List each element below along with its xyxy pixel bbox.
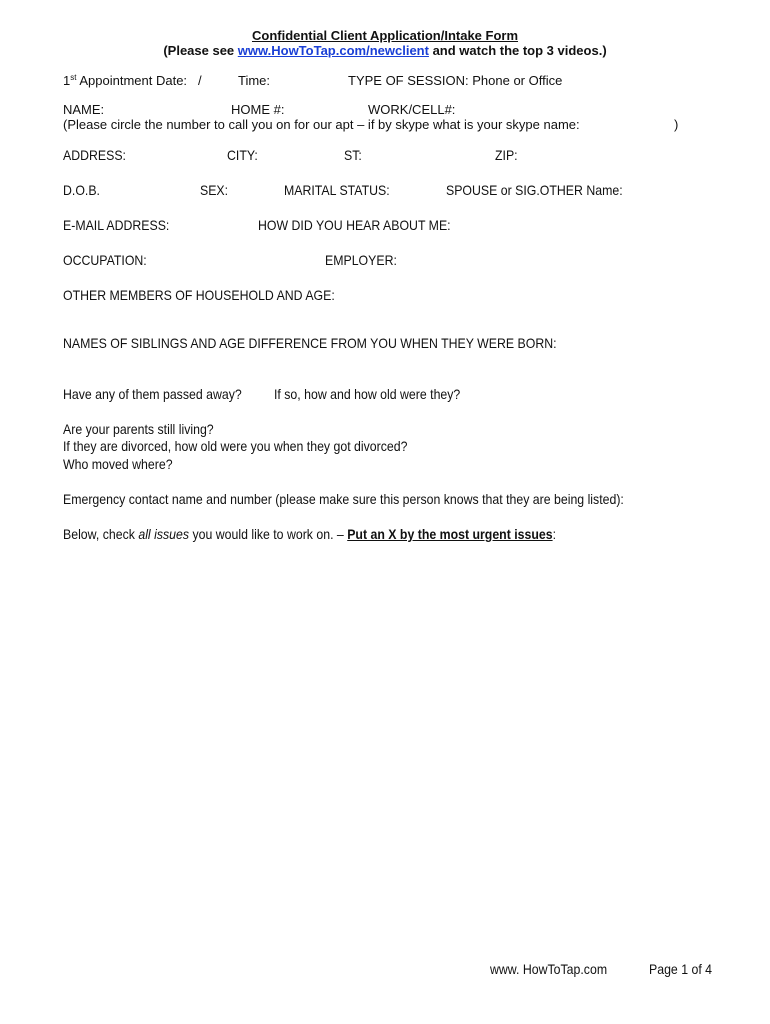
form-subtitle <box>0 43 770 58</box>
parents-divorced-question: If they are divorced, how old were you when they got divorced? <box>63 438 408 454</box>
who-moved-question: Who moved where? <box>63 456 173 472</box>
dob-label: D.O.B. <box>63 182 100 198</box>
sex-label: SEX: <box>200 182 229 198</box>
employer-label: EMPLOYER: <box>325 252 397 268</box>
home-phone-label: HOME #: <box>231 102 285 117</box>
household-label: OTHER MEMBERS OF HOUSEHOLD AND AGE: <box>63 287 335 303</box>
issues-prefix: Below, check <box>63 526 139 542</box>
time-label: Time: <box>238 73 271 88</box>
email-label: E-MAIL ADDRESS: <box>63 217 170 233</box>
parents-living-question: Are your parents still living? <box>63 421 214 437</box>
circle-number-note: (Please circle the number to call you on for our apt – if by skype what is your skype name: <box>63 117 580 132</box>
passed-away-followup: If so, how and how old were they? <box>274 386 461 402</box>
emergency-contact-label: Emergency contact name and number (please make sure this person knows that they are being listed): <box>63 491 624 507</box>
name-label: NAME: <box>63 102 105 117</box>
footer-page-number: Page 1 of 4 <box>649 961 713 977</box>
form-title: Confidential Client Application/Intake Form <box>251 28 519 43</box>
zip-label: ZIP: <box>495 147 518 163</box>
state-label: ST: <box>344 147 362 163</box>
siblings-label: NAMES OF SIBLINGS AND AGE DIFFERENCE FROM YOU WHEN THEY WERE BORN: <box>63 335 557 351</box>
passed-away-question: Have any of them passed away? <box>63 386 242 402</box>
newclient-link[interactable]: www.HowToTap.com/newclient <box>237 43 429 58</box>
session-type-label: TYPE OF SESSION: Phone or Office <box>348 73 563 88</box>
referral-label: HOW DID YOU HEAR ABOUT ME: <box>258 217 451 233</box>
occupation-label: OCCUPATION: <box>63 252 147 268</box>
circle-note-close: ) <box>674 117 679 132</box>
city-label: CITY: <box>227 147 258 163</box>
issues-suffix: : <box>552 526 557 542</box>
marital-status-label: MARITAL STATUS: <box>284 182 390 198</box>
issues-urgent: Put an X by the most urgent issues <box>347 526 553 542</box>
footer-website: www. HowToTap.com <box>490 961 608 977</box>
date-slash: / <box>198 73 202 88</box>
appointment-date-label <box>63 73 187 88</box>
address-label: ADDRESS: <box>63 147 126 163</box>
issues-middle: you would like to work on. – <box>189 526 348 542</box>
issues-italic: all issues <box>138 526 190 542</box>
appointment-date-text: Appointment Date: <box>76 73 188 88</box>
issues-instruction <box>63 526 556 542</box>
appointment-ordinal-number: 1 <box>63 73 71 88</box>
spouse-label: SPOUSE or SIG.OTHER Name: <box>446 182 623 198</box>
appointment-ordinal-suffix: st <box>70 73 77 82</box>
work-cell-label: WORK/CELL#: <box>368 102 456 117</box>
subtitle-suffix: and watch the top 3 videos.) <box>428 43 607 58</box>
subtitle-prefix: (Please see <box>163 43 238 58</box>
